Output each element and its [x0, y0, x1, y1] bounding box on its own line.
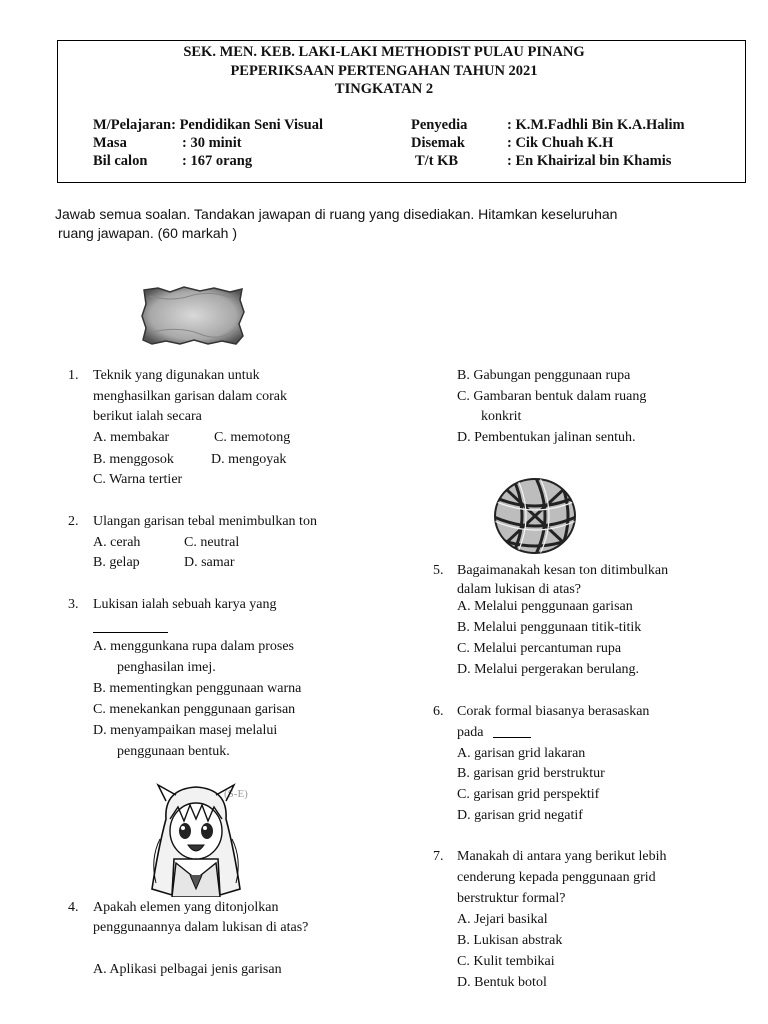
- duration-label: Masa: [93, 135, 127, 151]
- q6-blank-line: [493, 737, 531, 738]
- q3-option-d1[interactable]: D. menyampaikan masej melalui: [93, 723, 278, 738]
- candidates-value: : 167 orang: [182, 153, 253, 169]
- q6-option-c[interactable]: C. garisan grid perspektif: [457, 787, 600, 802]
- q3-blank-line: [93, 632, 168, 633]
- duration-value: : 30 minit: [182, 135, 242, 151]
- rattan-ball-image: [492, 476, 578, 556]
- candidates-label: Bil calon: [93, 153, 148, 169]
- q6-line2: pada: [457, 725, 484, 740]
- q5-option-b[interactable]: B. Melalui penggunaan titik-titik: [457, 620, 642, 635]
- q7-option-d[interactable]: D. Bentuk botol: [457, 975, 547, 990]
- subject-label: M/Pelajaran: Pendidikan Seni Visual: [93, 117, 324, 133]
- q2-option-d[interactable]: D. samar: [184, 555, 235, 570]
- anime-girl-image: [136, 779, 256, 897]
- q7-line2: cenderung kepada penggunaan grid: [457, 870, 656, 885]
- q5-option-c[interactable]: C. Melalui percantuman rupa: [457, 641, 622, 656]
- q7-option-c[interactable]: C. Kulit tembikai: [457, 954, 555, 969]
- q1-line3: berikut ialah secara: [93, 409, 202, 424]
- prepared-value: : K.M.Fadhli Bin K.A.Halim: [507, 117, 685, 133]
- q2-option-b[interactable]: B. gelap: [93, 555, 140, 570]
- q7-line3: berstruktur formal?: [457, 891, 566, 906]
- instructions-line2: ruang jawapan. (60 markah ): [58, 225, 237, 241]
- q7-option-b[interactable]: B. Lukisan abstrak: [457, 933, 563, 948]
- q3-number: 3.: [68, 597, 79, 612]
- q1-option-c2[interactable]: C. Warna tertier: [93, 472, 183, 487]
- q3-option-d2: penggunaan bentuk.: [117, 744, 230, 759]
- q4-option-c2: konkrit: [481, 409, 522, 424]
- q4-line2: penggunaannya dalam lukisan di atas?: [93, 920, 309, 935]
- q6-line1: Corak formal biasanya berasaskan: [457, 704, 650, 719]
- form-level: TINGKATAN 2: [334, 81, 434, 97]
- q2-option-a[interactable]: A. cerah: [93, 535, 141, 550]
- q4-option-b[interactable]: B. Gabungan penggunaan rupa: [457, 368, 631, 383]
- svg-text:(S-E): (S-E): [224, 788, 248, 800]
- q5-number: 5.: [433, 563, 444, 578]
- q2-option-c[interactable]: C. neutral: [184, 535, 240, 550]
- approved-label: T/t KB: [415, 153, 459, 169]
- q1-option-a[interactable]: A. membakar: [93, 430, 170, 445]
- approved-value: : En Khairizal bin Khamis: [507, 153, 672, 169]
- exam-title: PEPERIKSAAN PERTENGAHAN TAHUN 2021: [230, 63, 538, 79]
- q6-option-b[interactable]: B. garisan grid berstruktur: [457, 766, 605, 781]
- q4-option-c1[interactable]: C. Gambaran bentuk dalam ruang: [457, 389, 647, 404]
- q5-line2: dalam lukisan di atas?: [457, 582, 582, 597]
- q6-number: 6.: [433, 704, 444, 719]
- q2-line1: Ulangan garisan tebal menimbulkan ton: [93, 514, 317, 529]
- q5-option-a[interactable]: A. Melalui penggunaan garisan: [457, 599, 633, 614]
- checked-value: : Cik Chuah K.H: [507, 135, 614, 151]
- q1-option-c[interactable]: C. memotong: [214, 430, 291, 445]
- instructions-line1: Jawab semua soalan. Tandakan jawapan di ruang yang disediakan. Hitamkan keseluruhan: [55, 206, 618, 222]
- q3-option-c[interactable]: C. menekankan penggunaan garisan: [93, 702, 296, 717]
- q3-line1: Lukisan ialah sebuah karya yang: [93, 597, 277, 612]
- q4-option-d[interactable]: D. Pembentukan jalinan sentuh.: [457, 430, 636, 445]
- checked-label: Disemak: [411, 135, 465, 151]
- q3-option-a1[interactable]: A. menggunkana rupa dalam proses: [93, 639, 294, 654]
- q1-line2: menghasilkan garisan dalam corak: [93, 389, 287, 404]
- q7-number: 7.: [433, 849, 444, 864]
- q1-option-d[interactable]: D. mengoyak: [211, 452, 287, 467]
- prepared-label: Penyedia: [411, 117, 468, 133]
- q1-option-b[interactable]: B. menggosok: [93, 452, 174, 467]
- q7-line1: Manakah di antara yang berikut lebih: [457, 849, 667, 864]
- q3-option-b[interactable]: B. mementingkan penggunaan warna: [93, 681, 302, 696]
- q4-option-a[interactable]: A. Aplikasi pelbagai jenis garisan: [93, 962, 282, 977]
- torn-paper-image: [140, 286, 246, 346]
- q1-number: 1.: [68, 368, 79, 383]
- q6-option-a[interactable]: A. garisan grid lakaran: [457, 746, 586, 761]
- q4-line1: Apakah elemen yang ditonjolkan: [93, 900, 279, 915]
- q6-option-d[interactable]: D. garisan grid negatif: [457, 808, 583, 823]
- q5-line1: Bagaimanakah kesan ton ditimbulkan: [457, 563, 669, 578]
- q1-line1: Teknik yang digunakan untuk: [93, 368, 260, 383]
- q2-number: 2.: [68, 514, 79, 529]
- q5-option-d[interactable]: D. Melalui pergerakan berulang.: [457, 662, 640, 677]
- q4-number: 4.: [68, 900, 79, 915]
- school-name: SEK. MEN. KEB. LAKI-LAKI METHODIST PULAU PINANG: [183, 44, 585, 60]
- q3-option-a2: penghasilan imej.: [117, 660, 216, 675]
- q7-option-a[interactable]: A. Jejari basikal: [457, 912, 548, 927]
